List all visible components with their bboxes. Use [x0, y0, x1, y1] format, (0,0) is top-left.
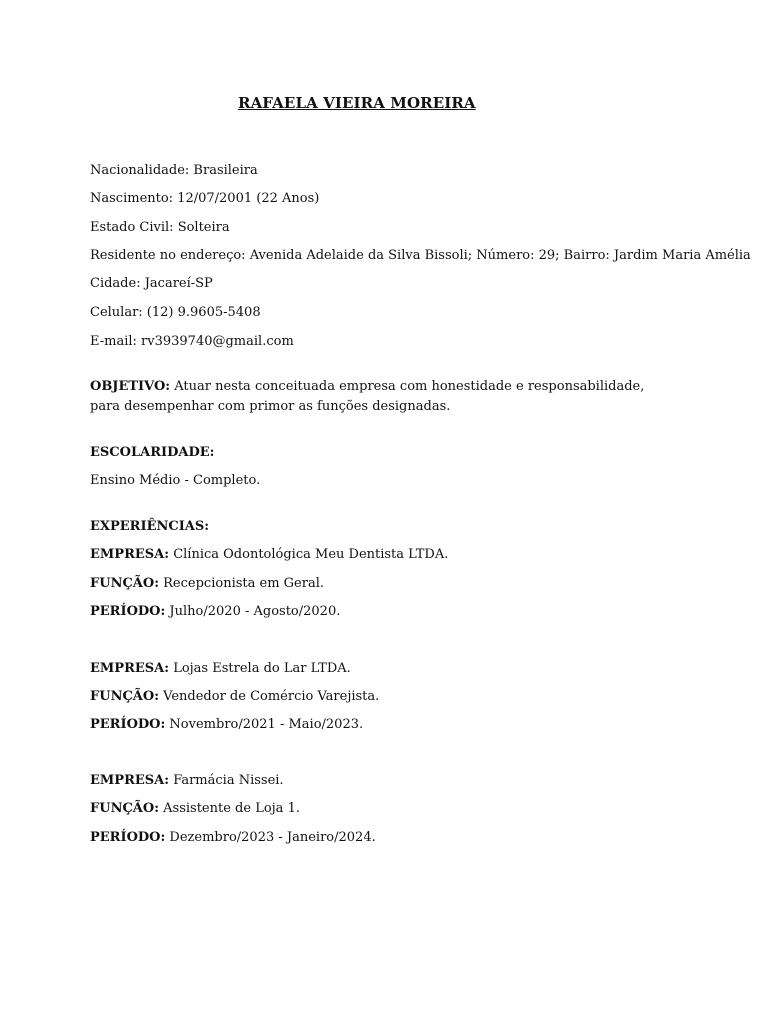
birth-line: Nascimento: 12/07/2001 (22 Anos) — [90, 191, 320, 206]
experience-2-role: FUNÇÃO: Vendedor de Comércio Varejista. — [90, 689, 380, 704]
phone-line: Celular: (12) 9.9605-5408 — [90, 305, 261, 320]
email-line: E-mail: rv3939740@gmail.com — [90, 334, 294, 349]
education-text: Ensino Médio - Completo. — [90, 473, 261, 488]
experience-3-role: FUNÇÃO: Assistente de Loja 1. — [90, 801, 300, 816]
objective-paragraph — [90, 377, 650, 417]
experience-1-period: PERÍODO: Julho/2020 - Agosto/2020. — [90, 604, 341, 619]
experience-1-role: FUNÇÃO: Recepcionista em Geral. — [90, 576, 324, 591]
address-line: Residente no endereço: Avenida Adelaide da Silva Bissoli; Número: 29; Bairro: Jardim Maria Amélia — [90, 248, 751, 263]
experience-3-period: PERÍODO: Dezembro/2023 - Janeiro/2024. — [90, 830, 376, 845]
nationality-line: Nacionalidade: Brasileira — [90, 163, 258, 178]
experience-3-company: EMPRESA: Farmácia Nissei. — [90, 773, 284, 788]
city-line: Cidade: Jacareí-SP — [90, 276, 213, 291]
objective-label: OBJETIVO: — [90, 379, 171, 394]
experience-heading: EXPERIÊNCIAS: — [90, 519, 210, 534]
education-heading: ESCOLARIDADE: — [90, 445, 215, 460]
objective-text: Atuar nesta conceituada empresa com honestidade e responsabilidade, para desempenhar com primor as funções designadas. — [90, 379, 645, 414]
experience-2-company: EMPRESA: Lojas Estrela do Lar LTDA. — [90, 661, 351, 676]
resume-title: RAFAELA VIEIRA MOREIRA — [238, 94, 476, 112]
marital-status-line: Estado Civil: Solteira — [90, 220, 230, 235]
experience-1-company: EMPRESA: Clínica Odontológica Meu Dentista LTDA. — [90, 547, 449, 562]
experience-2-period: PERÍODO: Novembro/2021 - Maio/2023. — [90, 717, 364, 732]
